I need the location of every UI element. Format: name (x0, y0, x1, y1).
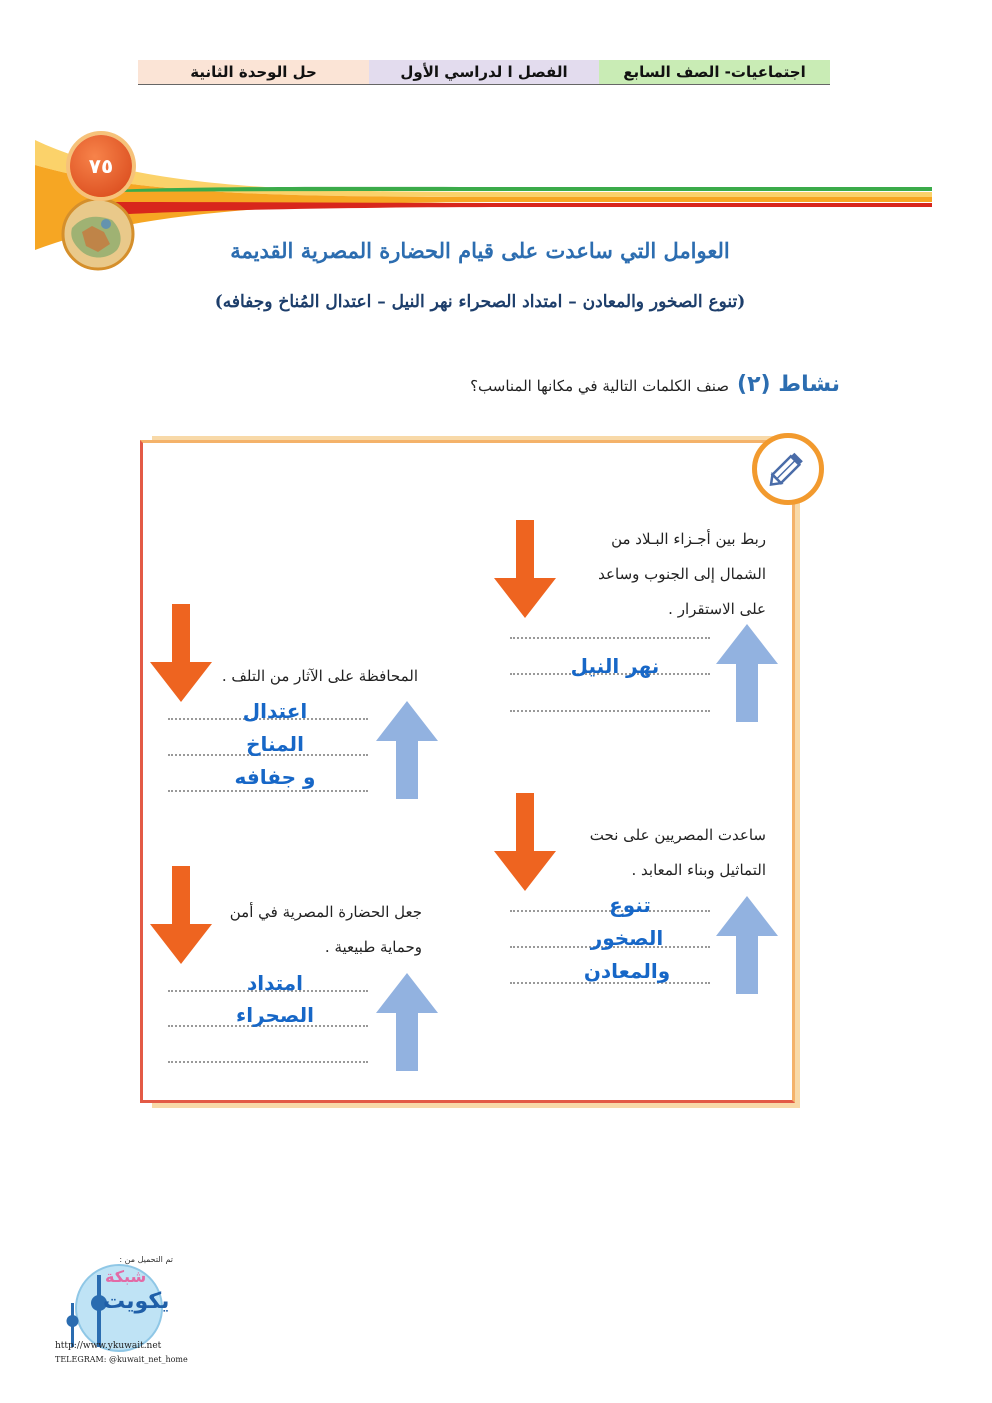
activity-heading (470, 372, 840, 397)
site-watermark (55, 1255, 188, 1375)
answer-text: و جفافه (234, 765, 316, 789)
answer-text: والمعادن (583, 959, 671, 983)
up-arrow-icon (376, 701, 438, 799)
down-arrow-icon (150, 866, 212, 966)
down-arrow-icon (150, 604, 212, 704)
map-emblem (62, 198, 142, 278)
item-question-line: المحافظة على الآثار من التلف . (221, 667, 418, 685)
pencil-badge (752, 433, 824, 505)
watermark-url: http://www.ykuwait.net (55, 1341, 162, 1351)
answer-line (510, 710, 710, 712)
item-question-line: التماثيل وبناء المعابد . (631, 861, 766, 879)
answer-text: تنوع (609, 893, 651, 917)
up-arrow-icon (376, 973, 438, 1071)
item-question-line: ساعدت المصريين على نحت (589, 826, 766, 844)
down-arrow-icon (494, 520, 556, 620)
item-question-line: على الاستقرار . (668, 600, 766, 618)
header-unit: حل الوحدة الثانية (138, 60, 369, 84)
up-arrow-icon (716, 624, 778, 722)
item-question-line: جعل الحضارة المصرية في أمن (229, 903, 422, 921)
page-number: ٧٥ (88, 154, 114, 178)
answer-line (168, 1061, 368, 1063)
down-arrow-icon (494, 793, 556, 893)
activity-instruction: صنف الكلمات التالية في مكانها المناسب؟ (470, 377, 730, 395)
watermark-name-1: شبكة (105, 1267, 147, 1286)
item-question-line: ربط بين أجـزاء البـلاد من (611, 530, 766, 548)
page-title: العوامل التي ساعدت على قيام الحضارة المصرية القديمة (230, 238, 730, 263)
pencil-icon (765, 446, 811, 492)
watermark-telegram: TELEGRAM: @kuwait_net_home (55, 1355, 188, 1364)
item-question-line: الشمال إلى الجنوب وساعد (598, 565, 766, 583)
answer-text: اعتدال (242, 699, 308, 723)
word-bank: (تنوع الصخور والمعادن – امتداد الصحراء نهر النيل – اعتدال المُناخ وجفافه) (214, 292, 746, 312)
header-underline (138, 84, 830, 85)
watermark-name-2: يكويت (103, 1289, 170, 1314)
up-arrow-icon (716, 896, 778, 994)
item-question-line: وحماية طبيعية . (324, 938, 422, 956)
activity-label: نشاط (٢) (737, 372, 840, 397)
page-number-badge (70, 135, 132, 197)
answer-text: نهر النيل (570, 654, 660, 678)
header-subject: اجتماعيات- الصف السابع (599, 60, 830, 84)
answer-text: الصخور (590, 926, 664, 950)
answer-line (510, 637, 710, 639)
answer-text: الصحراء (235, 1003, 314, 1027)
answer-text: المناخ (246, 732, 304, 756)
header-term: الفصل ا لدراسي الأول (369, 60, 599, 84)
watermark-caption: تم التحميل من : (119, 1255, 173, 1264)
answer-text: امتداد (246, 971, 304, 995)
